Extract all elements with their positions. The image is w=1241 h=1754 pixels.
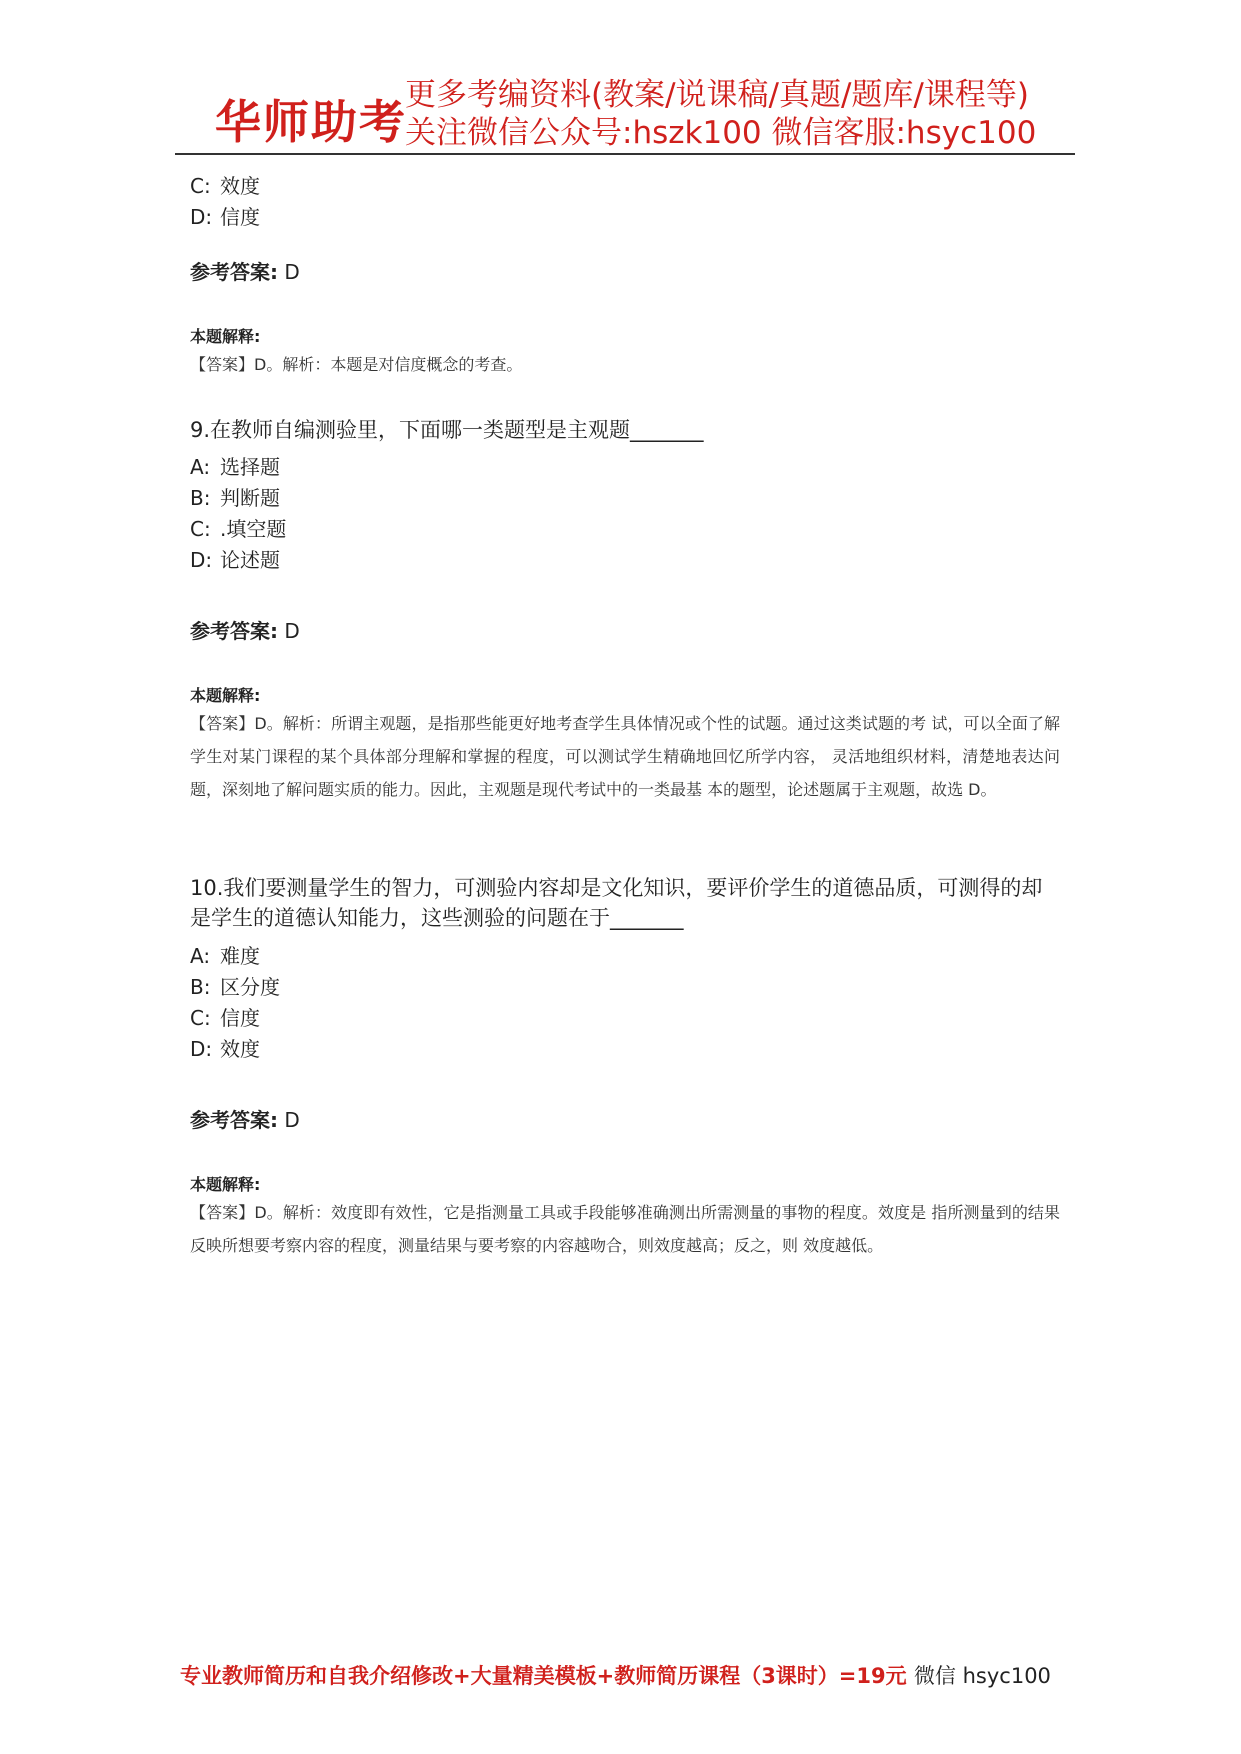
header-divider [175, 153, 1075, 155]
footer-promo [180, 1660, 1080, 1690]
q9-question: 9.在教师自编测验里，下面哪一类题型是主观题_______ [190, 418, 704, 442]
q10-question: 10.我们要测量学生的智力，可测验内容却是文化知识，要评价学生的道德品质，可测得的却是学生的道德认知能力，这些测验的问题在于_______ [190, 876, 1043, 930]
page-header [175, 70, 1075, 150]
ad-line-2: 关注微信公众号:hszk100 微信客服:hsyc100 [405, 115, 1037, 151]
q9-answer: 参考答案: D [190, 619, 300, 643]
q9-explanation-title: 本题解释: [190, 686, 261, 705]
q10-option-c: C: 信度 [190, 1006, 260, 1030]
q8-explanation-title: 本题解释: [190, 327, 261, 346]
ad-line-1: 更多考编资料(教案/说课稿/真题/题库/课程等) [405, 77, 1029, 113]
q10-option-d: D: 效度 [190, 1037, 260, 1061]
brand-logo: 华师助考 [215, 95, 407, 149]
q8-answer: 参考答案: D [190, 260, 300, 284]
q10-option-a: A: 难度 [190, 944, 260, 968]
q10-option-b: B: 区分度 [190, 975, 280, 999]
q8-option-c: C: 效度 [190, 174, 260, 198]
q9-option-d: D: 论述题 [190, 548, 280, 572]
header-ad [405, 76, 1036, 152]
q8-explanation: 【答案】D。解析：本题是对信度概念的考查。 [190, 355, 523, 374]
q9-option-a: A: 选择题 [190, 455, 280, 479]
q8-option-d: D: 信度 [190, 205, 260, 229]
q10-answer: 参考答案: D [190, 1108, 300, 1132]
q10-explanation: 【答案】D。解析：效度即有效性，它是指测量工具或手段能够准确测出所需测量的事物的程度。效度是 指所测量到的结果反映所想要考察内容的程度，测量结果与要考察的内容越吻合，则效度越高；反之，则 效度越低。 [190, 1203, 1060, 1255]
footer-promo-text: 专业教师简历和自我介绍修改+大量精美模板+教师简历课程（3课时）=19元 [180, 1664, 907, 1688]
q9-explanation: 【答案】D。解析：所谓主观题，是指那些能更好地考查学生具体情况或个性的试题。通过这类试题的考 试，可以全面了解学生对某门课程的某个具体部分理解和掌握的程度，可以测试学生精确地回忆所学内容， 灵活地组织材料，清楚地表达问题，深刻地了解问题实质的能力。因此，主观题是现代考试中的一类最基 本的题型，论述题属于主观题，故选 D。 [190, 714, 1060, 799]
q10-explanation-title: 本题解释: [190, 1175, 261, 1194]
q9-option-c: C: .填空题 [190, 517, 287, 541]
q9-option-b: B: 判断题 [190, 486, 280, 510]
footer-wechat: 微信 hsyc100 [913, 1664, 1051, 1688]
